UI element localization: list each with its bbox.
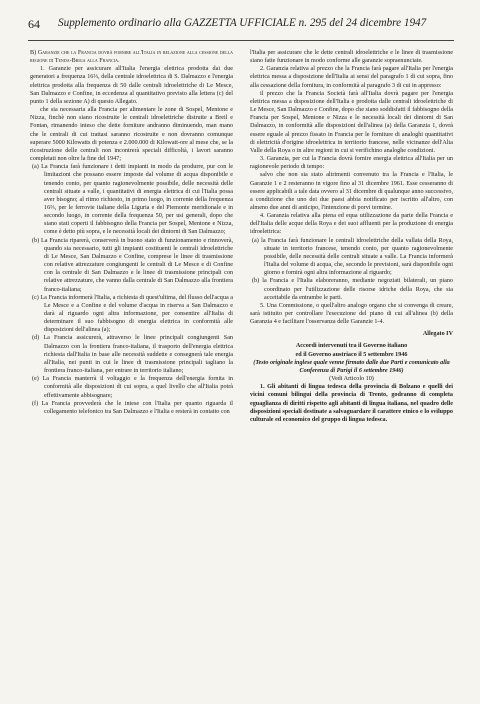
paragraph: 1. Garanzie per assicurare all'Italia l'energia elettrica prodotta dai due generatori a frequenza 16⅔, della centrale idroelettrica di S. Dalmazzo e l'energia elettrica prodotta alla frequenza di 50 dalle centrali idroelettriche di Le Mesce, San Dalmazzo e Confine, in eccedenza al quantitativo previsto alla lettera (c) del punto 1 della sezione A) di questo Allegato. (30, 66, 233, 105)
agreement-reference: (Vedi Articolo 10) (329, 376, 374, 383)
paragraph: 3. Garanzia, per cui la Francia dovrà fornire energia elettrica all'Italia per un ragionevole periodo di tempo: (250, 156, 453, 171)
list-item-a: (a) La Francia farà funzionare i detti impianti in modo da produrre, pur con le limitazioni che possano essere imposte dal volume di acqua disponibile e tenendo conto, per quanto ragionevolmente possibile, delle necessità delle centrali situate a valle, i quantitativi di energia elettrica di cui l'Italia possa aver bisogno; al ritmo richiesto, in primo luogo, in corrente della frequenza 16⅔, per le ferrovie italiane della Liguria e del Piemonte meridionale e in secondo luogo, in corrente della frequenza 50, per usi generali, dopo che siano stati coperti il fabbisogno della Francia per Sospel, Mentone e Nizza, come è detto più sopra, e le necessità locali dei dintorni di San Dalmazzo; (32, 164, 233, 236)
paragraph: 4. Garanzia relativa alla piena ed equa utilizzazione da parte della Francia e dell'Italia delle acque della Roya e dei suoi affluenti per la produzione di energia idroelettrica: (250, 213, 453, 236)
paragraph: 2. Garanzia relativa al prezzo che la Francia farà pagare all'Italia per l'energia elettrica messa a disposizione dell'Italia ai sensi del paragrafo 1 di cui sopra, fino alla cessazione della fornitura, in conformità al paragrafo 3 di cui in appresso: (250, 66, 453, 89)
list-item-e: (e) La Francia manterrà il voltaggio e la frequenza dell'energia fornita in conformità alle disposizioni di cui sopra, a quel livello che all'Italia potrà effettivamente abbisognare; (32, 376, 233, 399)
publication-title: Supplemento ordinario alla GAZZETTA UFFICIALE n. 295 del 24 dicembre 1947 (58, 17, 427, 29)
page-number: 64 (28, 17, 40, 31)
annex-label: Allegato IV (422, 331, 453, 338)
list-item-a: (a) la Francia farà funzionare le centrali idroelettriche della vallata della Roya, situate in territorio francese, tenendo conto, per quanto ragionevolmente possibile, delle necessità delle centrali situate a valle. La Francia informerà l'Italia del volume di acqua, che, secondo le previsioni, sarà disponibile ogni giorno e fornirà ogni altra informazione al riguardo; (252, 237, 453, 277)
section-b-heading: B) Garanzie che la Francia dovrà fornire all'Italia in relazione alla cessione della regione di Tenda-Briga alla Francia. (30, 50, 233, 65)
header-rule (28, 40, 454, 41)
list-item-b: (b) la Francia e l'Italia elaboreranno, mediante negoziati bilaterali, un piano coordinato per l'utilizzazione delle risorse idriche della Roya, che sia accettabile da entrambe le parti. (252, 278, 453, 301)
page-header (28, 17, 454, 37)
agreement-paragraph: 1. Gli abitanti di lingua tedesca della provincia di Bolzano e quelli dei vicini comuni bilingui della provincia di Trento, godranno di completa eguaglianza di diritti rispetto agli abitanti di lingua italiana, nel quadro delle disposizioni speciali destinate a salvaguardare il carattere etnico e lo sviluppo culturale ed economico del gruppo di lingua tedesca. (250, 384, 453, 423)
right-column (250, 49, 453, 424)
left-column (30, 49, 233, 416)
agreement-title: Accordi intervenuti tra il Governo italiano (295, 343, 408, 350)
paragraph: l'Italia per assicurare che le dette centrali idroelettriche e le linee di trasmissione siano fatte funzionare in modo conforme alle garanzie sopraenunciate. (250, 50, 453, 65)
paragraph: 5. Una Commissione, o quell'altro analogo organo che si convenga di creare, sarà istituito per controllare l'esecuzione del piano di cui all'alinea (b) della Garanzia 4 e facilitare l'osservanza delle Garanzie 1-4. (250, 302, 453, 326)
agreement-subtitle: ed il Governo austriaco il 5 settembre 1946 (295, 351, 408, 358)
paragraph: salvo che non sia stato altrimenti convenuto tra la Francia e l'Italia, le Garanzie 1 e 2 resteranno in vigore fino al 31 dicembre 1961. Esse cesseranno di essere applicabili a tale data ovvero al 31 dicembre di qualunque anno successivo, a condizione che uno dei due paesi abbia notificato per iscritto all'altro, con almeno due anni di anticipo, l'intenzione di porvi termine. (250, 172, 453, 211)
paragraph: il prezzo che la Francia Società farà all'Italia dovrà pagare per l'energia elettrica messa a disposizione dell'Italia e prodotta dalle centrali idroelettriche di Le Mesce, San Dalmazzo e Confine, dopo che siano soddisfatti il fabbisogno della Francia per Sospel, Mentone e Nizza e le necessità locali dei dintorni di San Dalmazzo, in conformità alle disposizioni dell'alinea (a) della Garanzia 1, dovrà essere eguale al prezzo fissato in Francia per le forniture di analoghi quantitativi di elettricità d'origine idroelettrica in territorio francese, nelle vicinanze dell'Alta Valle della Roya o in altre regioni in cui si verifichino analoghe condizioni. (250, 90, 453, 154)
agreement-note: (Testo originale inglese quale venne firmato dalle due Parti e comunicato alla Conferenza di Parigi il 6 settembre 1946) (253, 359, 450, 374)
paragraph: che sia necessaria alla Francia per alimentare le zone di Sospel, Mentone e Nizza, finchè non siano ricostruite le centrali idroelettriche distrutte a Breil e Fontan, rimanendo inteso che dette forniture andranno diminuendo, man mano che le centrali di cui trattasi saranno ricostruite e non dovranno comunque superare 5000 Kilowatts di potenza e 2.000.000 di Kilowatt-ore al mese che, se la ricostruzione delle centrali non incontrerà speciali difficoltà, i lavori saranno completati non oltre la fine del 1947; (30, 107, 233, 163)
list-item-d: (d) La Francia assicurerà, attraverso le linee principali congiungenti San Dalmazzo con la frontiera franco-italiana, il trasporto dell'energia elettrica richiesta dall'Italia in base alle necessità suddette e consegnerà tale energia all'Italia, nei punti in cui le linee di trasmissione principali tagliano la frontiera franco-italiana, per entrare in territorio italiano; (32, 335, 233, 375)
list-item-c: (c) La Francia informerà l'Italia, a richiesta di quest'ultima, del flusso dell'acqua a Le Mesce e a Confine e del volume d'acqua in riserva a San Dalmazzo e darà al riguardo ogni altra informazione, per consentire all'Italia di determinare il suo fabbisogno di energia elettrica in conformità alle disposizioni dell'alinea (a); (32, 294, 233, 334)
list-item-b: (b) La Francia riparerà, conserverà in buono stato di funzionamento e rinnoverà, quando sia necessario, tutti gli impianti costituenti le centrali idroelettriche di Le Mesce, San Dalmazzo e Confine, comprese le linee di trasmissione con relative attrezzature congiungenti le centrali di Le Mesce e di Confine con la centrale di San Dalmazzo e le linee di trasmissione principali con relative attrezzature, che vanno dalla centrale di San Dalmazzo alla frontiera franco-italiana; (32, 237, 233, 293)
list-item-f: (f) La Francia provvederà che le intese con l'Italia per quanto riguarda il collegamento telefonico tra San Dalmazzo e l'Italia e resterà in contatto con (32, 400, 233, 415)
